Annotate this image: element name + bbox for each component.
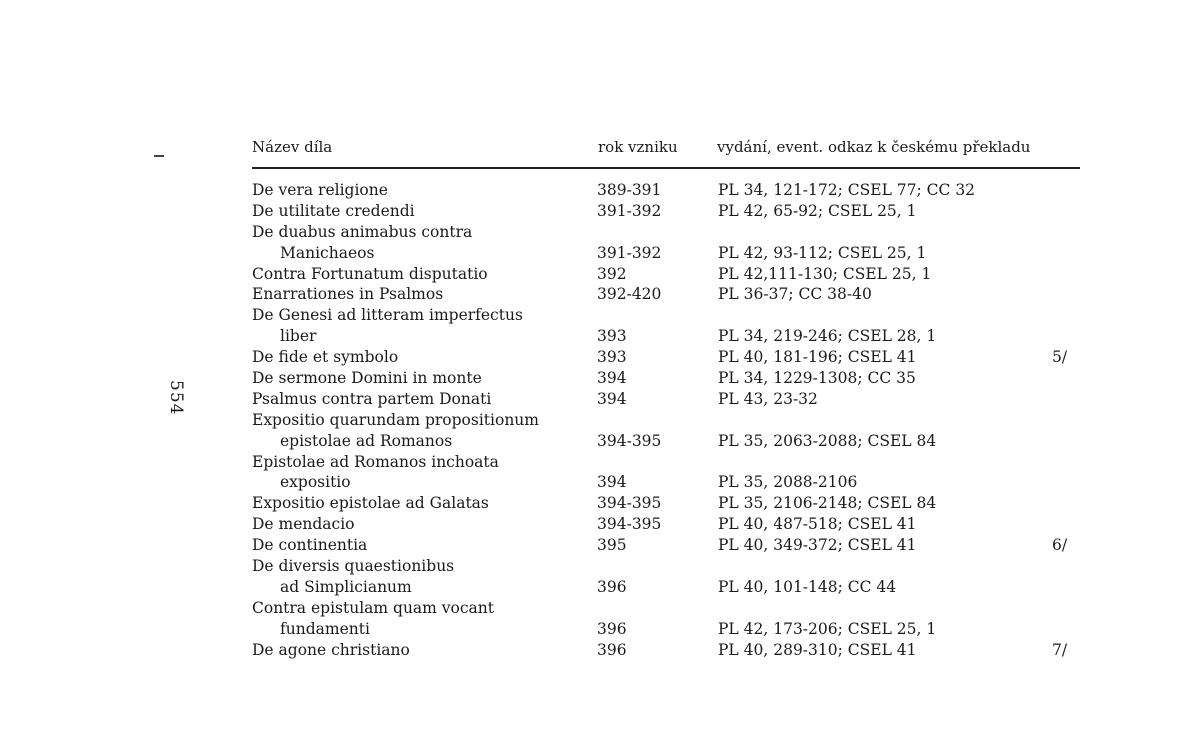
work-year: 394-395 — [597, 431, 662, 450]
work-year: 394-395 — [597, 515, 662, 534]
work-title: De sermone Domini in monte — [252, 369, 482, 388]
work-year: 394 — [597, 389, 627, 408]
table-row — [0, 619, 1181, 640]
work-title: Expositio quarundam propositionum — [252, 410, 539, 429]
work-edition: PL 36-37; CC 38-40 — [718, 285, 872, 304]
work-title: Manichaeos — [280, 243, 375, 262]
work-edition: PL 40, 101-148; CC 44 — [718, 577, 897, 596]
work-year: 392-420 — [597, 285, 662, 304]
table-row — [0, 243, 1181, 264]
work-edition: PL 34, 121-172; CSEL 77; CC 32 — [718, 181, 976, 199]
work-year: 391-392 — [597, 201, 662, 220]
work-year: 396 — [597, 640, 627, 659]
work-edition: PL 35, 2063-2088; CSEL 84 — [718, 431, 937, 450]
stray-mark — [154, 155, 164, 157]
work-edition: PL 40, 487-518; CSEL 41 — [718, 515, 917, 534]
work-title: De mendacio — [252, 515, 355, 534]
work-title: fundamenti — [280, 619, 370, 638]
work-year: 389-391 — [597, 181, 662, 199]
work-edition: PL 34, 1229-1308; CC 35 — [718, 369, 916, 388]
table-header — [252, 138, 1080, 166]
work-title: De fide et symbolo — [252, 348, 399, 367]
table-row — [0, 556, 1181, 577]
table-row — [0, 431, 1181, 452]
table-row — [0, 389, 1181, 410]
table-row — [0, 640, 1181, 661]
work-title: expositio — [280, 473, 351, 492]
work-edition: PL 40, 289-310; CSEL 41 — [718, 640, 917, 659]
work-year: 394-395 — [597, 494, 662, 513]
work-note: 6/ — [1052, 536, 1068, 555]
work-year: 391-392 — [597, 243, 662, 262]
work-note: 5/ — [1052, 348, 1068, 367]
header-title: Název díla — [252, 138, 333, 156]
work-title: liber — [280, 327, 317, 346]
table-row — [0, 577, 1181, 598]
work-edition: PL 40, 181-196; CSEL 41 — [718, 348, 917, 367]
work-year: 393 — [597, 348, 627, 367]
work-title: De duabus animabus contra — [252, 222, 473, 241]
work-title: epistolae ad Romanos — [280, 431, 453, 450]
work-edition: PL 42, 93-112; CSEL 25, 1 — [718, 243, 927, 262]
table-row — [0, 347, 1181, 368]
table-row — [0, 493, 1181, 514]
work-note: 7/ — [1052, 640, 1068, 659]
header-year: rok vzniku — [598, 138, 678, 156]
work-year: 392 — [597, 264, 627, 283]
work-title: Contra epistulam quam vocant — [252, 598, 495, 617]
work-edition: PL 43, 23-32 — [718, 389, 818, 408]
header-edition: vydání, event. odkaz k českému překladu — [717, 138, 1031, 156]
table-row — [0, 368, 1181, 389]
work-title: Psalmus contra partem Donati — [252, 389, 492, 408]
header-rule — [252, 167, 1080, 169]
work-year: 396 — [597, 619, 627, 638]
table-row — [0, 410, 1181, 431]
work-title: De diversis quaestionibus — [252, 557, 455, 576]
table-row — [0, 535, 1181, 556]
table-row — [0, 305, 1181, 326]
work-edition: PL 42,111-130; CSEL 25, 1 — [718, 264, 932, 283]
table-row — [0, 326, 1181, 347]
work-edition: PL 34, 219-246; CSEL 28, 1 — [718, 327, 937, 346]
table-row — [0, 201, 1181, 222]
work-title: Epistolae ad Romanos inchoata — [252, 452, 499, 471]
work-year: 396 — [597, 577, 627, 596]
work-title: ad Simplicianum — [280, 577, 412, 596]
work-year: 394 — [597, 369, 627, 388]
work-title: De continentia — [252, 536, 368, 555]
work-edition: PL 42, 173-206; CSEL 25, 1 — [718, 619, 937, 638]
work-title: De Genesi ad litteram imperfectus — [252, 306, 523, 325]
work-year: 394 — [597, 473, 627, 492]
work-title: Enarrationes in Psalmos — [252, 285, 444, 304]
work-edition: PL 35, 2106-2148; CSEL 84 — [718, 494, 937, 513]
table-body — [0, 180, 1181, 660]
work-title: Expositio epistolae ad Galatas — [252, 494, 489, 513]
table-row — [0, 222, 1181, 243]
work-year: 393 — [597, 327, 627, 346]
table-row — [0, 598, 1181, 619]
table-row — [0, 452, 1181, 473]
work-edition: PL 42, 65-92; CSEL 25, 1 — [718, 201, 917, 220]
table-row — [0, 180, 1181, 201]
work-title: De utilitate credendi — [252, 201, 415, 220]
table-row — [0, 514, 1181, 535]
work-edition: PL 40, 349-372; CSEL 41 — [718, 536, 917, 555]
table-row — [0, 264, 1181, 285]
work-edition: PL 35, 2088-2106 — [718, 473, 858, 492]
table-row — [0, 472, 1181, 493]
work-title: Contra Fortunatum disputatio — [252, 264, 488, 283]
work-title: De vera religione — [252, 181, 388, 199]
work-year: 395 — [597, 536, 627, 555]
page-number: 554 — [166, 380, 186, 416]
table-row — [0, 284, 1181, 305]
work-title: De agone christiano — [252, 640, 410, 659]
